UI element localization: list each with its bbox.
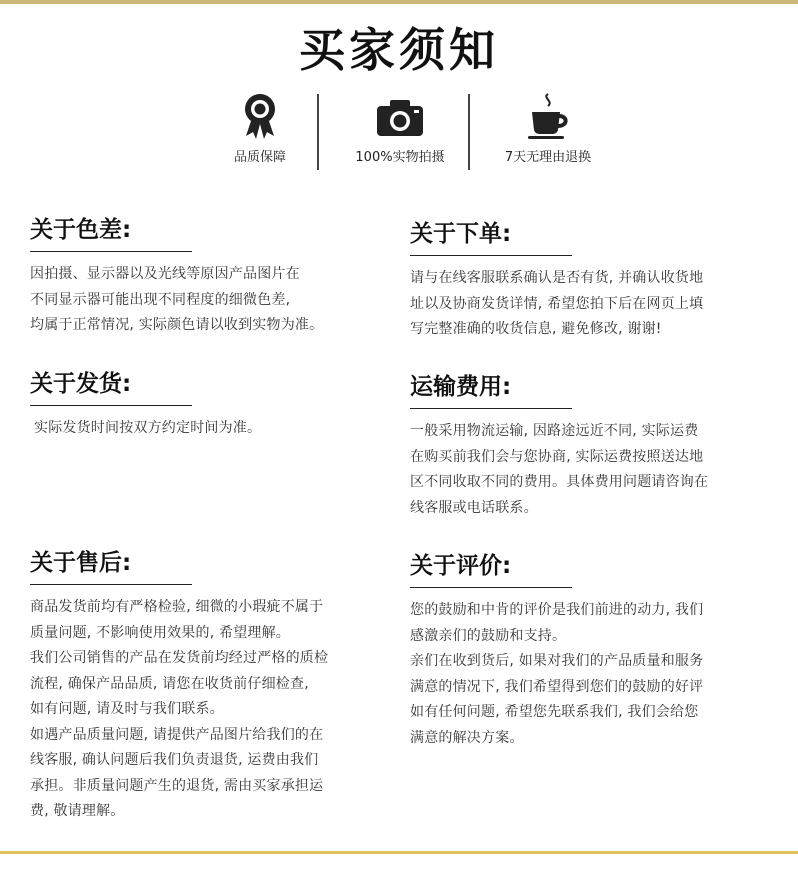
section-ordering bbox=[410, 220, 770, 343]
section-after-sales bbox=[30, 549, 390, 825]
guarantee-badges bbox=[200, 92, 620, 172]
section-text: 因拍摄、显示器以及光线等原因产品图片在 不同显示器可能出现不同程度的细微色差, 均属于正常情况, 实际颜色请以收到实物为准。 bbox=[30, 266, 324, 333]
award-ribbon-icon bbox=[240, 92, 280, 140]
section-heading: 关于评价: bbox=[410, 552, 572, 588]
badge-real-photo-label: 100%实物拍摄 bbox=[355, 150, 445, 165]
badge-returns bbox=[478, 92, 618, 165]
badge-quality-label: 品质保障 bbox=[233, 150, 286, 165]
section-shipping bbox=[30, 370, 390, 442]
section-text: 商品发货前均有严格检验, 细微的小瑕疵不属于 质量问题, 不影响使用效果的, 希望理解。 我们公司销售的产品在发货前均经过严格的质检 流程, 确保产品品质, 请您在收货前仔细检查, 如有问题, 请及时与我们联系。 如遇产品质量问题, 请提供产品图片给我们的在 线客服, 确认问题后我们负责退货, 运费由我们 承担。非质量问题产生的退货, 需由买家承担运 费, 敬请理解。 bbox=[30, 599, 329, 819]
bottom-border bbox=[0, 851, 798, 854]
section-text: 您的鼓励和中肯的评价是我们前进的动力, 我们 感激亲们的鼓励和支持。 亲们在收到货后, 如果对我们的产品质量和服务 满意的情况下, 我们希望得到您们的鼓励的好评 如有任何问题, 希望您先联系我们, 我们会给您 满意的解决方案。 bbox=[410, 602, 704, 746]
section-heading: 关于色差: bbox=[30, 216, 192, 252]
section-heading: 关于售后: bbox=[30, 549, 192, 585]
badge-returns-label: 7天无理由退换 bbox=[504, 150, 592, 165]
top-border bbox=[0, 0, 798, 4]
page-title: 买家须知 bbox=[299, 23, 499, 77]
camera-icon bbox=[374, 92, 426, 140]
badge-divider bbox=[317, 94, 319, 170]
coffee-cup-icon bbox=[522, 92, 574, 140]
section-reviews bbox=[410, 552, 770, 751]
section-heading: 关于下单: bbox=[410, 220, 572, 256]
section-text: 一般采用物流运输, 因路途远近不同, 实际运费 在购买前我们会与您协商, 实际运费按照送达地 区不同收取不同的费用。具体费用问题请咨询在 线客服或电话联系。 bbox=[410, 423, 709, 516]
badge-divider bbox=[468, 94, 470, 170]
badge-quality bbox=[190, 92, 330, 165]
section-freight bbox=[410, 373, 770, 521]
section-color-difference bbox=[30, 216, 390, 339]
section-heading: 关于发货: bbox=[30, 370, 192, 406]
section-text: 实际发货时间按双方约定时间为准。 bbox=[34, 420, 262, 436]
badge-real-photo bbox=[330, 92, 470, 165]
section-heading: 运输费用: bbox=[410, 373, 572, 409]
section-text: 请与在线客服联系确认是否有货, 并确认收货地 址以及协商发货详情, 希望您拍下后在网页上填 写完整准确的收货信息, 避免修改, 谢谢! bbox=[410, 270, 704, 337]
